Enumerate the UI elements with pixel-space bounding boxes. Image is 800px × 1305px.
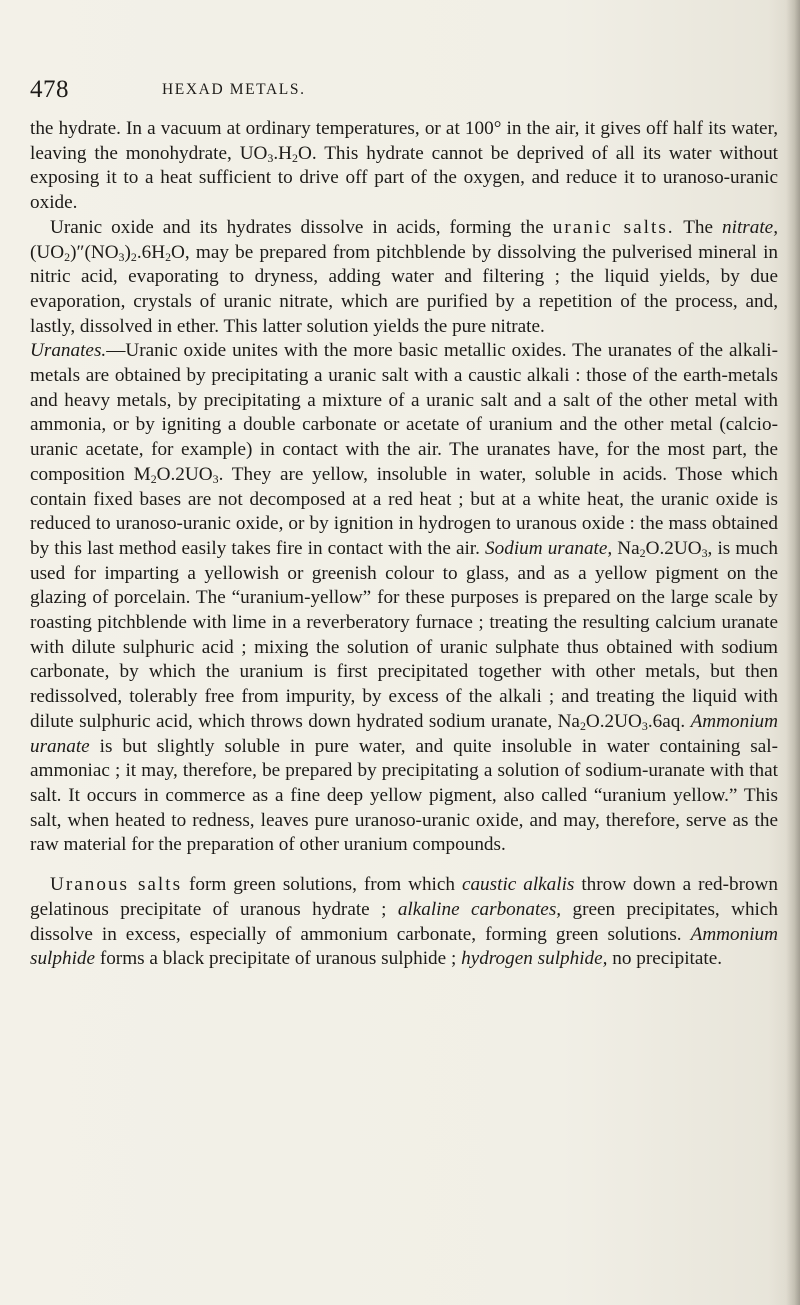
term-sodium-uranate: Sodium uranate,	[485, 537, 613, 559]
term-uranic-salts: uranic salts.	[552, 216, 675, 238]
paragraph-uranous-salts: Uranous salts form green solutions, from which caustic alkalis throw down a red-brown gelatinous precipitate of uranous hydrate ; alkaline carbonates, green precipitates, which dissolve in excess, especially of ammonium carbonate, forming green solutions. Ammonium sulphide forms a black precipitate of uranous sulphide ; hydrogen sulphide, no precipitate.	[30, 874, 779, 970]
running-head: HEXAD METALS.	[162, 81, 306, 98]
body-text	[30, 117, 778, 972]
term-uranous-salts: Uranous salts	[50, 874, 183, 896]
heading-uranates: Uranates.	[30, 340, 107, 362]
term-ammonium-sulphide: Ammonium sulphide	[30, 923, 778, 970]
page-header	[30, 76, 778, 110]
term-hydrogen-sulphide: hydrogen sulphide,	[461, 948, 608, 970]
page-edge-shadow	[786, 0, 800, 1305]
page-number: 478	[30, 76, 69, 103]
term-ammonium-uranate: Ammonium uranate	[30, 710, 778, 757]
paragraph-uranates: Uranates.—Uranic oxide unites with the more basic metallic oxides. The uranates of the alkali-metals are obtained by precipitating a uranic salt with a caustic alkali : those of the earth-metals and heavy metals, by precipitating a mixture of a uranic salt and a salt of the other metal with ammonia, or by igniting a double carbonate or acetate of uranium and the other metal (calcio-uranic acetate, for example) in contact with the air. The uranates have, for the most part, the composition $M_2O.2UO_3$. They are yellow, insoluble in water, soluble in acids. Those which contain fixed bases are not decomposed at a red heat ; but at a white heat, the uranic oxide is reduced to uranoso-uranic oxide, or by ignition in hydrogen to uranous oxide : the mass obtained by this last method easily takes fire in contact with the air. Sodium uranate, $Na_2O.2UO_3$, is much used for imparting a yellowish or greenish colour to glass, and as a yellow pigment on the glazing of porcelain. The “uranium-yellow” for these purposes is prepared on the large scale by roasting pitchblende with lime in a reverberatory furnace ; treating the resulting calcium uranate with dilute sulphuric acid ; mixing the solution of uranic sulphate thus obtained with sodium carbonate, by which the uranium is first precipitated together with other metals, but then redissolved, tolerably free from impurity, by excess of the alkali ; and treating the liquid with dilute sulphuric acid, which throws down hydrated sodium uranate, $Na_2O.2UO_3.6aq$. Ammonium uranate is but slightly soluble in pure water, and quite insoluble in water containing sal-ammoniac ; it may, therefore, be prepared by precipitating a solution of sodium-uranate with that salt. It occurs in commerce as a fine deep yellow pigment, also called “uranium yellow.” This salt, when heated to redness, leaves pure uranoso-uranic oxide, and may, therefore, serve as the raw material for the preparation of other uranium compounds.	[30, 340, 778, 856]
term-nitrate: nitrate,	[722, 216, 778, 238]
term-caustic-alkalis: caustic alkalis	[461, 874, 575, 896]
term-alkaline-carbonates: alkaline carbonates,	[397, 898, 562, 920]
paragraph-uranic-salts: Uranic oxide and its hydrates dissolve in acids, forming the uranic salts. The nitrate, $(UO_2)''(NO_3)_2.6H_2O$, may be prepared from pitchblende by dissolving the pulverised mineral in nitric acid, evaporating to dryness, adding water and filtering ; the liquid yields, by due evaporation, crystals of uranic nitrate, which are purified by a repetition of the process, and, lastly, dissolved in ether. This latter solution yields the pure nitrate.	[30, 216, 778, 337]
paragraph-hydrate-continuation: the hydrate. In a vacuum at ordinary temperatures, or at 100° in the air, it gives off half its water, leaving the monohydrate, $UO_3.H_2O$. This hydrate cannot be deprived of all its water without exposing it to a heat sufficient to drive off part of the oxygen, and reduce it to uranoso-uranic oxide.	[30, 118, 778, 214]
